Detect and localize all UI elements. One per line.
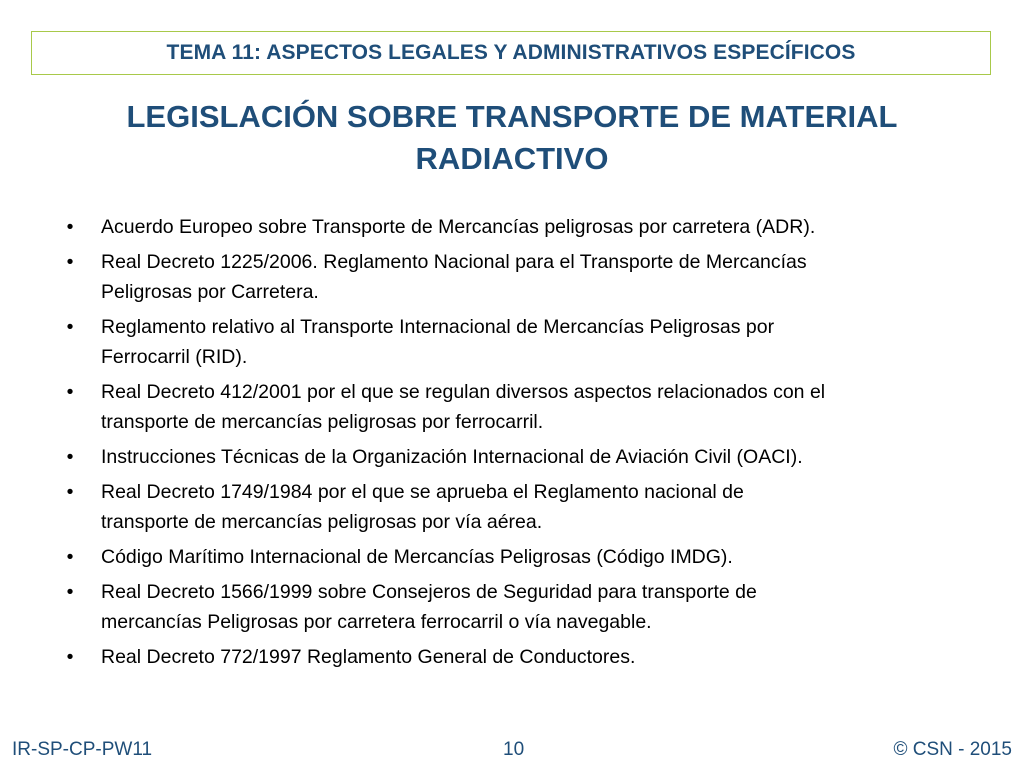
bullet-text-line-2: transporte de mercancías peligrosas por ferrocarril. xyxy=(101,411,544,433)
bullet-list xyxy=(60,212,980,677)
page-number: 10 xyxy=(503,739,525,760)
bullet-item xyxy=(60,442,980,472)
slide-title xyxy=(60,96,964,180)
bullet-text-line-1: Real Decreto 412/2001 por el que se regulan diversos aspectos relacionados con el xyxy=(101,381,826,403)
bullet-text-line-2: mercancías Peligrosas por carretera ferrocarril o vía navegable. xyxy=(101,611,652,633)
bullet-item xyxy=(60,542,980,572)
bullet-item xyxy=(60,477,980,537)
header-box xyxy=(31,31,991,75)
bullet-item xyxy=(60,312,980,372)
bullet-text-line-1: Código Marítimo Internacional de Mercancías Peligrosas (Código IMDG). xyxy=(101,546,733,568)
bullet-dot-icon: • xyxy=(66,546,74,568)
bullet-item xyxy=(60,577,980,637)
bullet-dot-icon: • xyxy=(66,646,74,668)
bullet-dot-icon: • xyxy=(66,481,74,503)
bullet-dot-icon: • xyxy=(66,216,74,238)
bullet-dot-icon: • xyxy=(66,581,74,603)
bullet-dot-icon: • xyxy=(66,251,74,273)
bullet-text-line-1: Acuerdo Europeo sobre Transporte de Mercancías peligrosas por carretera (ADR). xyxy=(101,216,816,238)
bullet-text-line-1: Real Decreto 1566/1999 sobre Consejeros de Seguridad para transporte de xyxy=(101,581,757,603)
slide-title-line-1: LEGISLACIÓN SOBRE TRANSPORTE DE MATERIAL xyxy=(126,99,898,134)
bullet-item xyxy=(60,377,980,437)
bullet-text-line-1: Real Decreto 1749/1984 por el que se aprueba el Reglamento nacional de xyxy=(101,481,744,503)
bullet-text-line-1: Instrucciones Técnicas de la Organización Internacional de Aviación Civil (OACI). xyxy=(101,446,803,468)
copyright: © CSN - 2015 xyxy=(893,739,1012,760)
slide-title-line-2: RADIACTIVO xyxy=(415,141,609,176)
bullet-dot-icon: • xyxy=(66,381,74,403)
bullet-item xyxy=(60,642,980,672)
bullet-text-line-2: Peligrosas por Carretera. xyxy=(101,281,319,303)
header-title: TEMA 11: ASPECTOS LEGALES Y ADMINISTRATIVOS ESPECÍFICOS xyxy=(166,41,856,64)
bullet-text-line-1: Reglamento relativo al Transporte Internacional de Mercancías Peligrosas por xyxy=(101,316,775,338)
bullet-item xyxy=(60,247,980,307)
bullet-text-line-2: Ferrocarril (RID). xyxy=(101,346,248,368)
footer-code: IR-SP-CP-PW11 xyxy=(12,739,153,760)
bullet-item xyxy=(60,212,980,242)
bullet-dot-icon: • xyxy=(66,316,74,338)
bullet-text-line-1: Real Decreto 1225/2006. Reglamento Nacional para el Transporte de Mercancías xyxy=(101,251,807,273)
bullet-text-line-1: Real Decreto 772/1997 Reglamento General de Conductores. xyxy=(101,646,636,668)
bullet-dot-icon: • xyxy=(66,446,74,468)
bullet-text-line-2: transporte de mercancías peligrosas por vía aérea. xyxy=(101,511,543,533)
